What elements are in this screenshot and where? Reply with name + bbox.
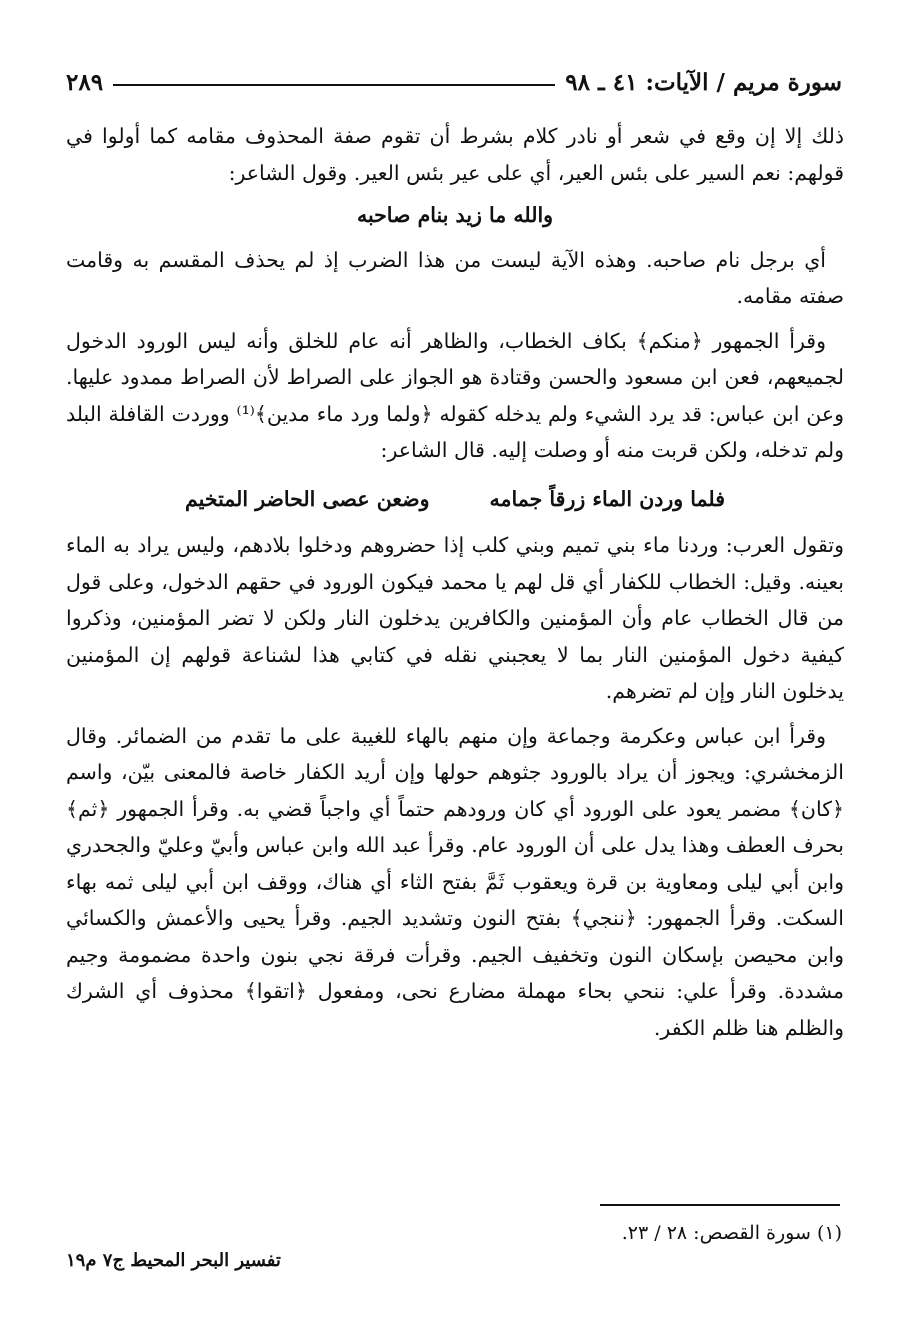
page-header: [66, 62, 842, 102]
book-footer: تفسير البحر المحيط ج٧ م١٩: [66, 1250, 281, 1271]
footnote-rule: [600, 1204, 840, 1206]
verse-1: والله ما زيد بنام صاحبه: [356, 203, 554, 227]
header-rule: [113, 84, 555, 86]
verse-2-hemistich-2: وضعن عصى الحاضر المتخيم: [185, 486, 430, 511]
page-body: [66, 118, 844, 1046]
paragraph-5: وقرأ ابن عباس وعكرمة وجماعة وإن منهم بالهاء للغيبة على ما تقدم من الضمائر. وقال الزمخشري: ويجوز أن يراد بالورود جثوهم حولها وإن أريد الكفار خاصة فالمعنى بيّن، واسم ﴿كان﴾ مضمر يعود على الورود أي كان ورودهم حتماً أي واجباً قضي به. وقرأ الجمهور ﴿ثم﴾ بحرف العطف وهذا يدل على أن الورود عام. وقرأ عبد الله وابن عباس وأبيّ وعليّ والجحدري وابن أبي ليلى ومعاوية بن قرة ويعقوب ثَمَّ بفتح الثاء أي هناك، ووقف ابن أبي ليلى ثمه بهاء السكت. وقرأ الجمهور: ﴿ننجي﴾ بفتح النون وتشديد الجيم. وقرأ يحيى والأعمش والكسائي وابن محيصن بإسكان النون وتخفيف الجيم. وقرأت فرقة نجي بنون واحدة مضمومة وجيم مشددة. وقرأ علي: ننحي بحاء مهملة مضارع نحى، ومفعول ﴿اتقوا﴾ محذوف أي الشرك والظلم هنا ظلم الكفر.: [66, 723, 844, 1040]
footnote: (١) سورة القصص: ٢٨ / ٢٣.: [621, 1222, 842, 1244]
paragraph-3: وقرأ الجمهور ﴿منكم﴾ بكاف الخطاب، والظاهر أنه عام للخلق وأنه ليس الورود الدخول لجميعهم، فعن ابن مسعود والحسن وقتادة هو الجواز على الصراط لأن الصراط ممدود عليها. وعن ابن عباس: قد يرد الشيء ولم يدخله كقوله ﴿ولما ورد ماء مدين﴾⁽¹⁾ ووردت القافلة البلد ولم تدخله، ولكن قربت منه أو وصلت إليه. قال الشاعر:: [66, 328, 844, 462]
page-number: ٢٨٩: [66, 68, 104, 96]
paragraph-4: وتقول العرب: وردنا ماء بني تميم وبني كلب إذا حضروهم ودخلوا بلادهم، وليس يراد به الماء بعينه. وقيل: الخطاب للكفار أي قل لهم يا محمد فيكون الورود في حقهم الدخول، وعلى قول من قال الخطاب عام وأن المؤمنين والكافرين يدخلون النار ولكن لا تضر المؤمنين، وذكروا كيفية دخول المؤمنين النار بما لا يعجبني نقله في كتابي هذا لشناعة قولهم إن المؤمنين يدخلون النار وإن لم تضرهم.: [66, 533, 844, 703]
running-title: سورة مريم / الآيات: ٤١ ـ ٩٨: [565, 68, 842, 96]
verse-2: [66, 481, 844, 518]
paragraph-2: أي برجل نام صاحبه. وهذه الآية ليست من هذا الضرب إذ لم يحذف المقسم به وقامت صفته مقامه.: [66, 247, 844, 308]
verse-2-hemistich-1: فلما وردن الماء زرقاً جمامه: [489, 486, 725, 511]
paragraph-1: ذلك إلا إن وقع في شعر أو نادر كلام بشرط أن تقوم صفة المحذوف مقامه كما أولوا في قولهم: نعم السير على بئس العير، أي على عير بئس العير. وقول الشاعر:: [66, 124, 844, 185]
